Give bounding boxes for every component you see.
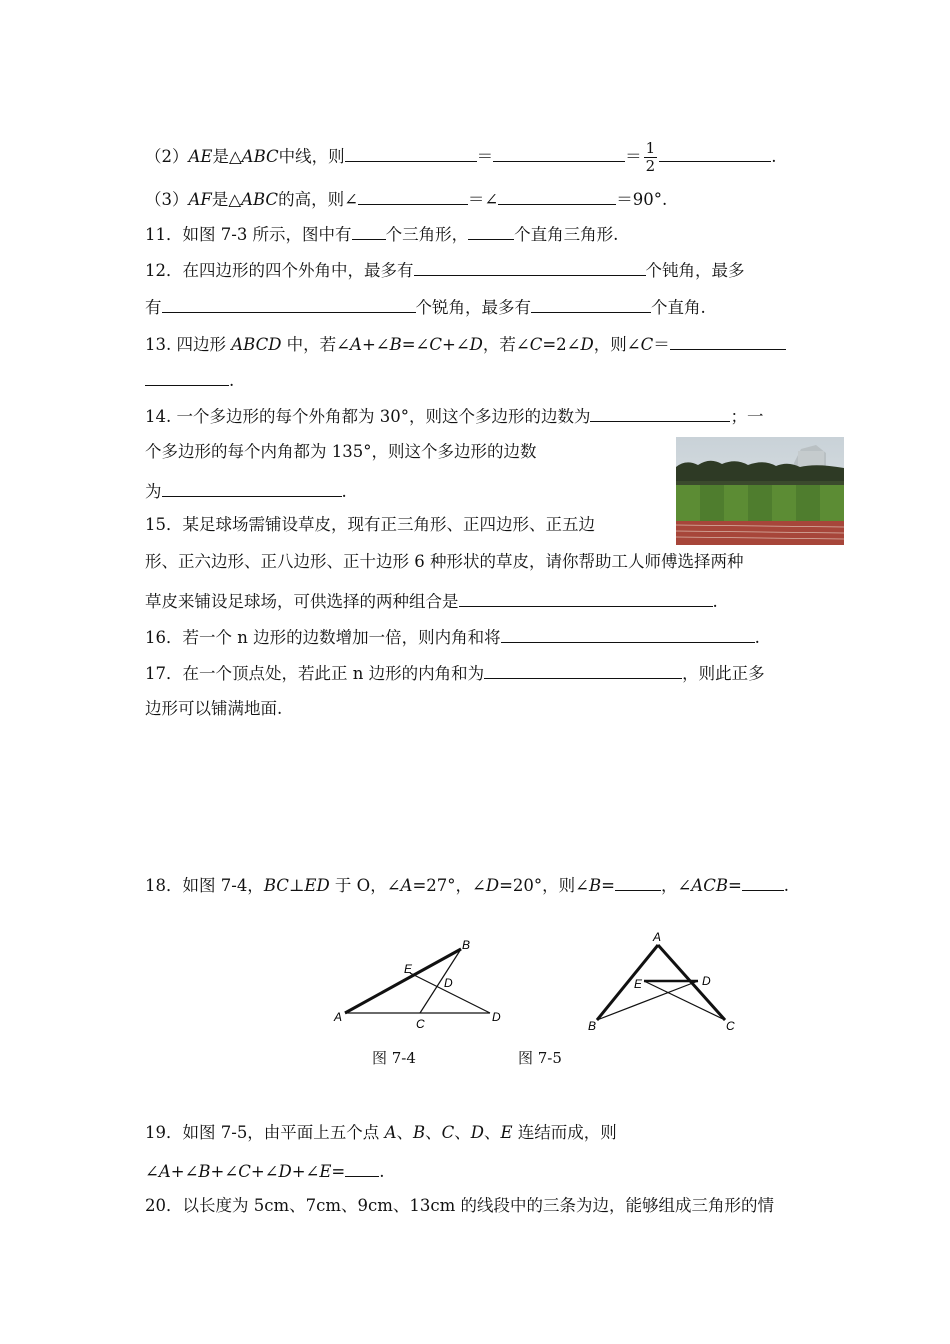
question-10-3: （3）AF是△ABC的高，则∠ ＝∠ ＝90°.: [145, 190, 668, 209]
question-14-line-2: 个多边形的每个内角都为 135°，则这个多边形的边数: [145, 442, 537, 461]
football-field-photo: [676, 437, 844, 545]
answer-blank[interactable]: [345, 145, 477, 162]
answer-blank[interactable]: [414, 259, 646, 276]
figure-7-5: [580, 925, 750, 1040]
question-14-line-3: 为 .: [145, 482, 347, 501]
question-10-2: （2）AE是△ABC中线，则 ＝ ＝ $\frac{1}{2}$ .: [145, 139, 777, 175]
answer-blank[interactable]: [615, 874, 661, 891]
label-e: E: [404, 962, 413, 976]
answer-blank[interactable]: [468, 223, 514, 240]
figure-7-4-caption: 图 7-4: [372, 1049, 416, 1067]
question-16: 16．若一个 n 边形的边数增加一倍，则内角和将 .: [145, 628, 760, 647]
question-13-line-1: 13. 四边形 ABCD 中，若∠A+∠B=∠C+∠D，若∠C=2∠D，则∠C＝: [145, 333, 786, 355]
question-15-line-1: 15．某足球场需铺设草皮，现有正三角形、正四边形、正五边: [145, 515, 595, 534]
question-17-line-2: 边形可以铺满地面.: [145, 699, 283, 718]
answer-blank[interactable]: [484, 662, 682, 679]
question-15-line-2: 形、正六边形、正八边形、正十边形 6 种形状的草皮，请你帮助工人师傅选择两种: [145, 552, 744, 571]
question-20: 20．以长度为 5cm、7cm、9cm、13cm 的线段中的三条为边，能够组成三角形的情: [145, 1196, 775, 1215]
answer-blank[interactable]: [459, 590, 713, 607]
label-c: C: [726, 1019, 735, 1033]
question-19-line-2: ∠A+∠B+∠C+∠D+∠E= .: [145, 1162, 385, 1181]
figure-7-5-caption: 图 7-5: [518, 1049, 562, 1067]
answer-blank[interactable]: [742, 874, 784, 891]
figure-7-4: [328, 935, 508, 1030]
answer-blank[interactable]: [493, 145, 625, 162]
label-e: E: [634, 977, 643, 991]
question-13-line-2: .: [145, 369, 234, 391]
label-b: B: [588, 1019, 597, 1033]
answer-blank[interactable]: [162, 480, 342, 497]
question-17-line-1: 17．在一个顶点处，若此正 n 边形的内角和为 ，则此正多: [145, 664, 765, 683]
label-b: B: [462, 938, 471, 952]
question-12-line-1: 12．在四边形的四个外角中，最多有 个钝角，最多: [145, 261, 745, 280]
answer-blank[interactable]: [345, 1160, 379, 1177]
answer-blank[interactable]: [498, 188, 616, 205]
label-d: D: [492, 1010, 501, 1024]
answer-blank[interactable]: [590, 405, 730, 422]
answer-blank[interactable]: [162, 296, 416, 313]
question-18: 18．如图 7-4，BC⊥ED 于 O，∠A=27°，∠D=20°，则∠B= ，∠ACB= .: [145, 876, 790, 895]
fraction-one-half: $\frac{1}{2}$: [645, 139, 656, 175]
question-14-line-1: 14. 一个多边形的每个外角都为 30°，则这个多边形的边数为 ；一: [145, 407, 764, 426]
question-19-line-1: 19．如图 7-5，由平面上五个点 A、B、C、D、E 连结而成，则: [145, 1123, 617, 1142]
question-11: 11．如图 7-3 所示，图中有 个三角形， 个直角三角形.: [145, 225, 619, 244]
label-c: C: [416, 1017, 425, 1030]
answer-blank[interactable]: [145, 369, 229, 386]
label-a: A: [653, 930, 662, 944]
answer-blank[interactable]: [531, 296, 651, 313]
answer-blank[interactable]: [659, 145, 771, 162]
answer-blank[interactable]: [501, 626, 755, 643]
question-12-line-2: 有 个锐角，最多有 个直角.: [145, 298, 706, 317]
label-a: A: [334, 1010, 343, 1024]
question-15-line-3: 草皮来铺设足球场，可供选择的两种组合是 .: [145, 592, 718, 611]
answer-blank[interactable]: [358, 188, 468, 205]
answer-blank[interactable]: [670, 333, 786, 350]
label-d-inner: D: [444, 976, 453, 990]
label-d: D: [702, 974, 711, 988]
answer-blank[interactable]: [352, 223, 386, 240]
